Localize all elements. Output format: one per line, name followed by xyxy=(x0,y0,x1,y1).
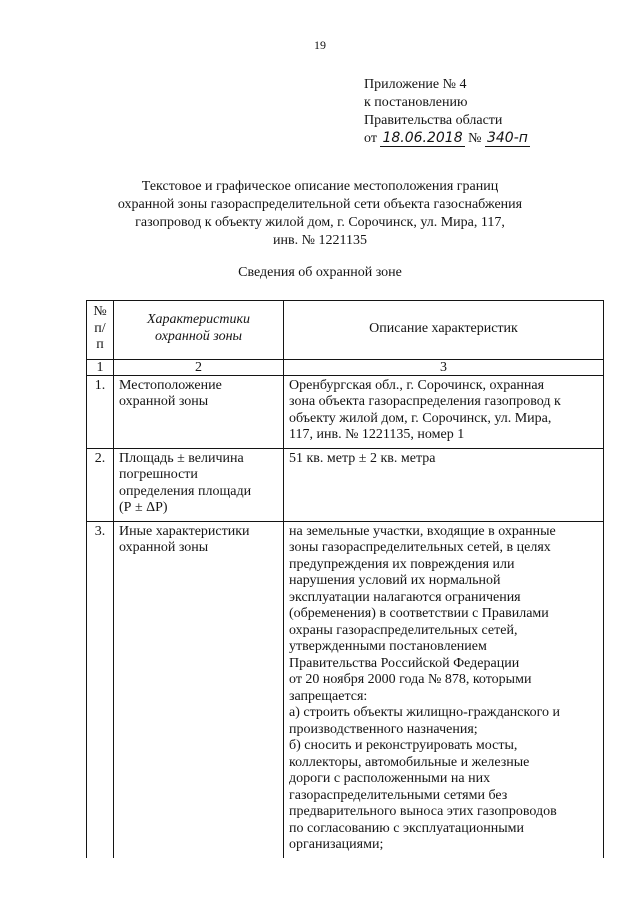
text-line: Иные характеристики xyxy=(119,523,250,539)
section-title: Сведения об охранной зоне xyxy=(238,265,402,280)
row-number: 3. xyxy=(87,521,114,858)
text-line: (Р ± ΔР) xyxy=(119,500,168,515)
handwritten-number: 340-п xyxy=(486,130,528,146)
text-line: зоны газораспределительных сетей, в целях xyxy=(289,540,551,555)
text-line: объекту жилой дом, г. Сорочинск, ул. Мира, xyxy=(289,410,552,426)
document-title xyxy=(110,178,530,250)
text-line: организациями; xyxy=(289,837,384,852)
text-line: охранной зоны xyxy=(119,540,209,555)
handwritten-date: 18.06.2018 xyxy=(382,130,463,146)
column-index-row xyxy=(87,359,604,375)
row-number: 1. xyxy=(87,375,114,448)
row-description xyxy=(284,375,604,448)
text-line: предупреждения их повреждения или xyxy=(289,556,515,572)
appendix-line-3: Правительства области xyxy=(364,113,503,128)
text-line: Площадь ± величина xyxy=(119,450,244,466)
row-description xyxy=(284,448,604,521)
header-num-line-2: п/п xyxy=(94,320,106,352)
text-line: (обременения) в соответствии с Правилами xyxy=(289,606,549,621)
header-char-line-1: Характеристики xyxy=(146,312,251,328)
text-line: производственного назначения; xyxy=(289,721,478,737)
text-line: Местоположение xyxy=(119,377,222,393)
appendix-date-line xyxy=(364,130,530,148)
table-row xyxy=(87,521,604,858)
text-line: 51 кв. метр ± 2 кв. метра xyxy=(289,450,436,466)
row-characteristic xyxy=(114,375,284,448)
text-line: нарушения условий их нормальной xyxy=(289,573,501,588)
header-num xyxy=(87,301,114,360)
header-num-line-1: № xyxy=(93,304,107,319)
from-label: от xyxy=(364,131,377,146)
appendix-title: Приложение № 4 xyxy=(364,77,467,92)
text-line: коллекторы, автомобильные и железные xyxy=(289,754,530,770)
text-line: эксплуатации налагаются ограничения xyxy=(289,589,521,605)
text-line: от 20 ноября 2000 года № 878, которыми xyxy=(289,672,532,687)
text-line: охраны газораспределительных сетей, xyxy=(289,622,518,638)
text-line: 117, инв. № 1221135, номер 1 xyxy=(289,427,465,442)
index-cell: 2 xyxy=(114,359,284,375)
text-line: а) строить объекты жилищно-гражданского и xyxy=(289,705,560,720)
text-line: дороги с расположенными на них xyxy=(289,771,491,786)
appendix-block xyxy=(364,76,530,148)
header-description: Описание характеристик xyxy=(284,301,604,360)
table-row xyxy=(87,375,604,448)
text-line: Оренбургская обл., г. Сорочинск, охранная xyxy=(289,377,545,393)
page-number: 19 xyxy=(314,38,326,52)
row-description xyxy=(284,521,604,858)
text-line: предварительного выноса этих газопроводов xyxy=(289,804,557,819)
index-cell: 3 xyxy=(284,359,604,375)
text-line: газораспределительными сетями без xyxy=(289,787,508,803)
header-characteristics xyxy=(114,301,284,360)
table-header-row xyxy=(87,301,604,360)
text-line: утвержденными постановлением xyxy=(289,639,487,654)
title-line-2: охранной зоны газораспределительной сети объекта газоснабжения xyxy=(117,197,523,212)
text-line: охранной зоны xyxy=(119,394,209,409)
text-line: по согласованию с эксплуатационными xyxy=(289,820,524,836)
row-number: 2. xyxy=(87,448,114,521)
text-line: на земельные участки, входящие в охранные xyxy=(289,523,556,539)
row-characteristic xyxy=(114,521,284,858)
number-label: № xyxy=(468,131,482,146)
index-cell: 1 xyxy=(87,359,114,375)
text-line: погрешности xyxy=(119,467,198,482)
text-line: б) сносить и реконструировать мосты, xyxy=(289,738,518,753)
table-row xyxy=(87,448,604,521)
row-characteristic xyxy=(114,448,284,521)
title-line-4: инв. № 1221135 xyxy=(273,233,367,248)
text-line: запрещается: xyxy=(289,688,368,704)
zone-info-table xyxy=(86,300,604,858)
text-line: зона объекта газораспределения газопровод к xyxy=(289,394,561,409)
appendix-line-2: к постановлению xyxy=(364,95,468,110)
header-char-line-2: охранной зоны xyxy=(154,328,243,344)
title-line-3: газопровод к объекту жилой дом, г. Сорочинск, ул. Мира, 117, xyxy=(135,215,505,230)
text-line: определения площади xyxy=(119,483,252,499)
title-line-1: Текстовое и графическое описание местоположения границ xyxy=(141,179,499,194)
text-line: Правительства Российской Федерации xyxy=(289,655,520,671)
